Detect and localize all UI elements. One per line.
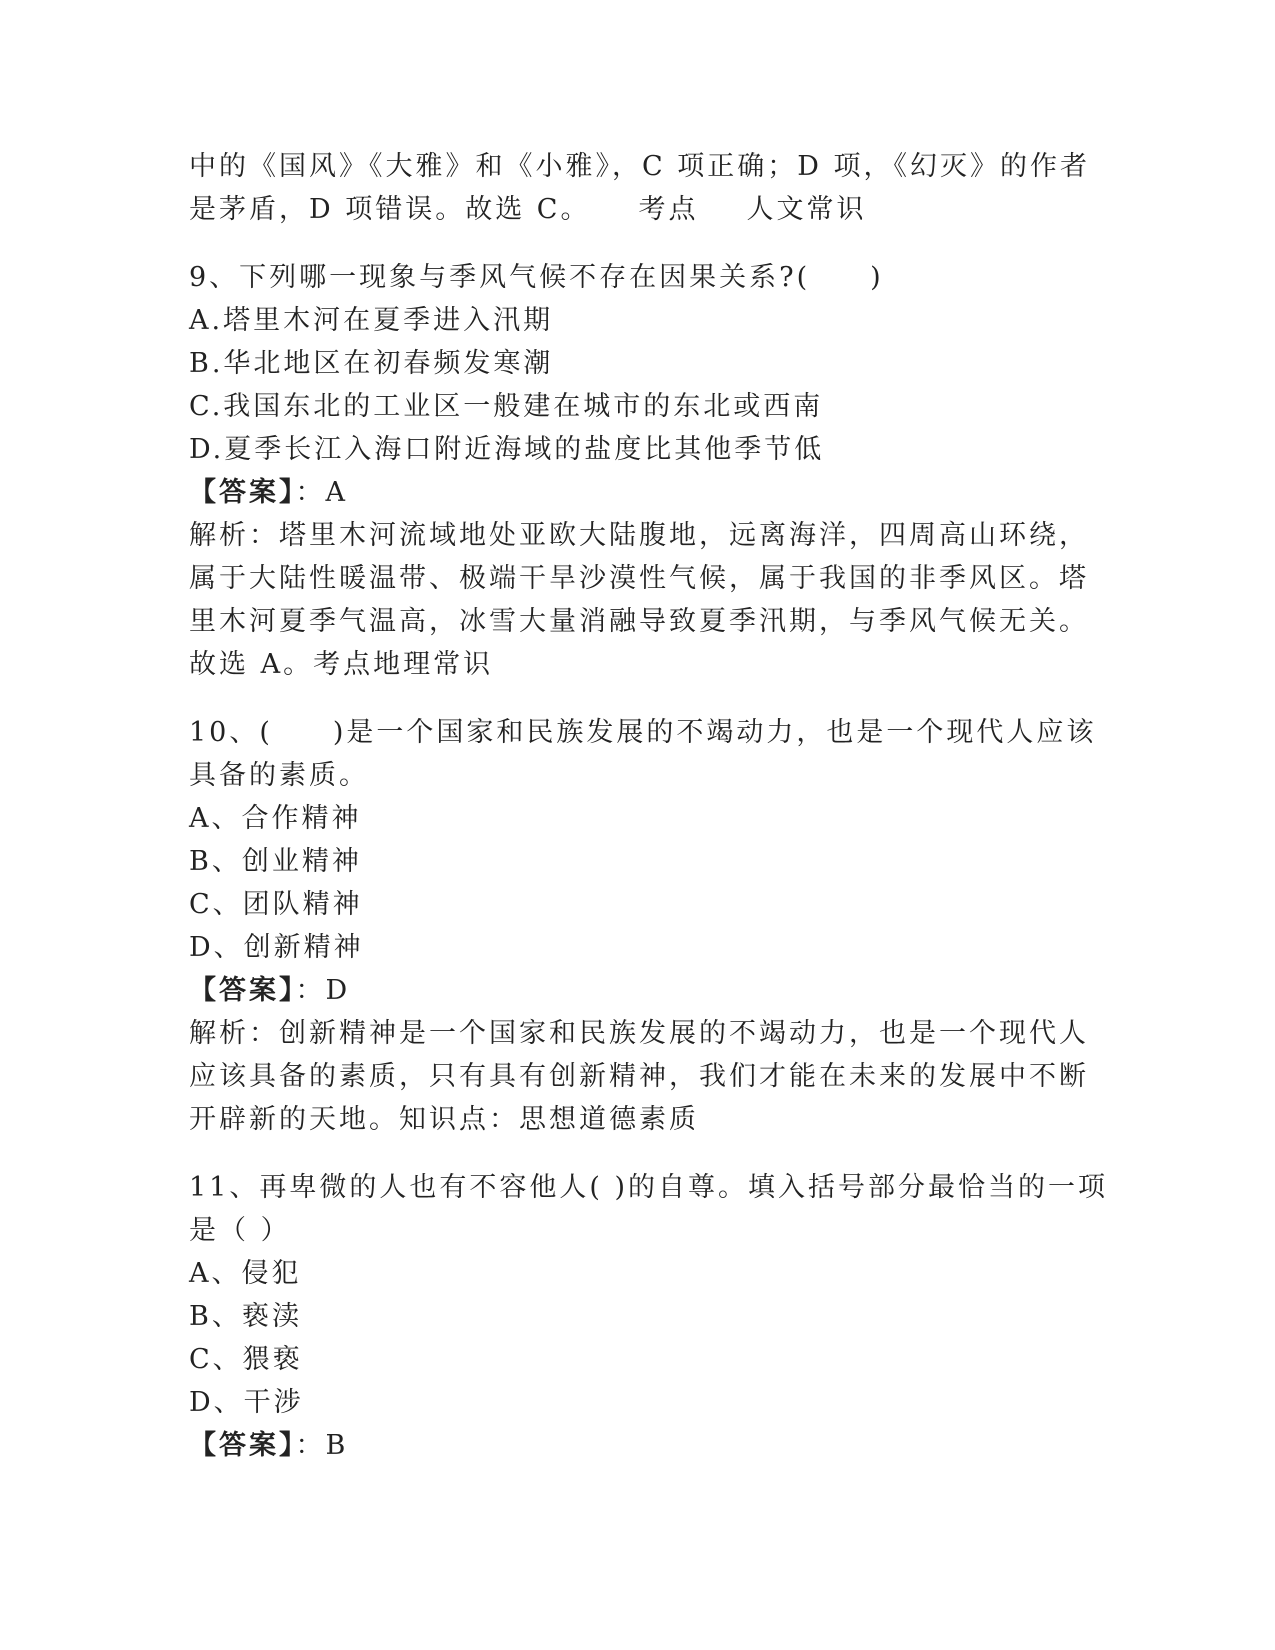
question-stem: 10、( )是一个国家和民族发展的不竭动力，也是一个现代人应该 — [189, 717, 1097, 748]
answer-value: ：D — [295, 975, 351, 1006]
answer-label: 【答案】 — [189, 1430, 296, 1461]
option-b: B、亵渎 — [189, 1301, 302, 1332]
analysis-line: 解析：创新精神是一个国家和民族发展的不竭动力，也是一个现代人 — [189, 1018, 1089, 1049]
question-stem: 具备的素质。 — [189, 760, 369, 791]
analysis-line: 故选 A。考点地理常识 — [189, 649, 494, 680]
answer-line — [189, 471, 1089, 514]
prev-analysis-line — [189, 188, 1089, 231]
answer-line — [189, 1424, 1089, 1467]
option-d: D、干涉 — [189, 1387, 304, 1418]
analysis-line: 属于大陆性暖温带、极端干旱沙漠性气候，属于我国的非季风区。塔 — [189, 563, 1089, 594]
question-11 — [189, 1166, 1109, 1467]
analysis-line: 解析：塔里木河流域地处亚欧大陆腹地，远离海洋，四周高山环绕， — [189, 520, 1089, 551]
analysis-line: 里木河夏季气温高，冰雪大量消融导致夏季汛期，与季风气候无关。 — [189, 606, 1089, 637]
option-a: A、侵犯 — [189, 1258, 302, 1289]
kaodian-value: 人文常识 — [746, 194, 867, 225]
prev-analysis-line: 中的《国风》《大雅》和《小雅》，C 项正确；D 项，《幻灭》的作者 — [189, 151, 1090, 182]
question-stem: 11、再卑微的人也有不容他人( )的自尊。填入括号部分最恰当的一项 — [189, 1172, 1109, 1203]
option-d: D、创新精神 — [189, 932, 364, 963]
answer-value: ：A — [295, 477, 348, 508]
answer-label: 【答案】 — [189, 477, 296, 508]
answer-line — [189, 969, 1089, 1012]
answer-label: 【答案】 — [189, 975, 296, 1006]
option-d: D.夏季长江入海口附近海域的盐度比其他季节低 — [189, 434, 825, 465]
kaodian-label: 考点 — [638, 194, 699, 225]
option-b: B、创业精神 — [189, 846, 362, 877]
question-10 — [189, 711, 1097, 1141]
question-9 — [189, 256, 1089, 686]
analysis-line: 开辟新的天地。知识点：思想道德素质 — [189, 1104, 699, 1135]
question-stem: 是（ ） — [189, 1215, 291, 1246]
document-page — [189, 145, 1109, 1467]
question-stem: 9、下列哪一现象与季风气候不存在因果关系?( ) — [189, 262, 884, 293]
answer-value: ：B — [295, 1430, 349, 1461]
option-c: C、猥亵 — [189, 1344, 303, 1375]
option-a: A、合作精神 — [189, 803, 362, 834]
option-a: A.塔里木河在夏季进入汛期 — [189, 305, 554, 336]
analysis-line: 应该具备的素质，只有具有创新精神，我们才能在未来的发展中不断 — [189, 1061, 1089, 1092]
option-b: B.华北地区在初春频发寒潮 — [189, 348, 554, 379]
prev-analysis-text: 是茅盾，D 项错误。故选 C。 — [189, 194, 591, 225]
option-c: C.我国东北的工业区一般建在城市的东北或西南 — [189, 391, 824, 422]
option-c: C、团队精神 — [189, 889, 363, 920]
